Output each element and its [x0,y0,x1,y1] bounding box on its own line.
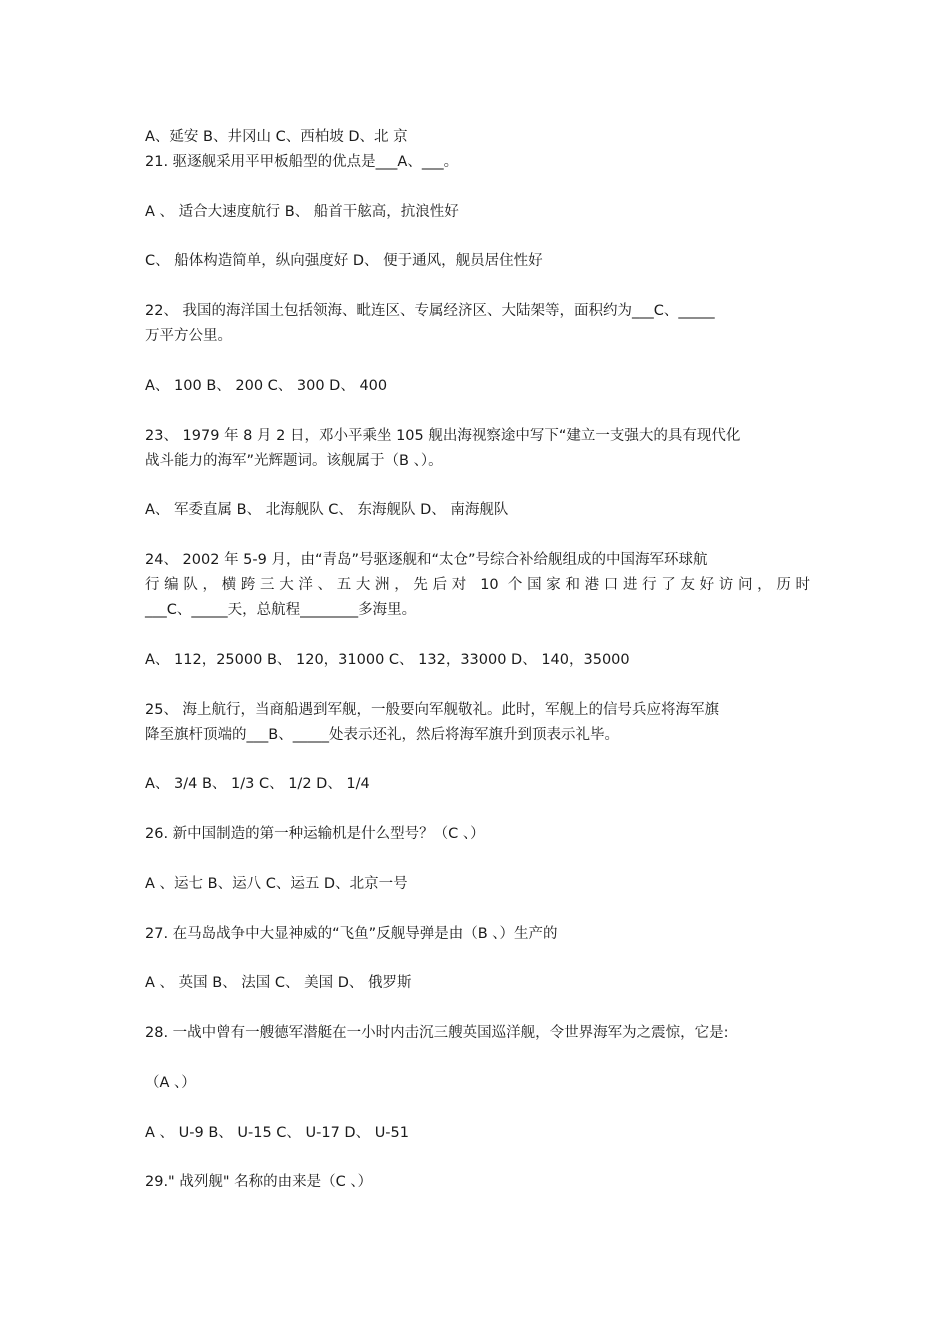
q28-question-line1: 28. 一战中曾有一艘德军潜艇在一小时内击沉三艘英国巡洋舰，令世界海军为之震惊，它是: [145,1025,729,1041]
q28-options: A 、 U-9 B、 U-15 C、 U-17 D、 U-51 [145,1125,409,1141]
q25-question-line2: 降至旗杆顶端的___B、_____处表示还礼，然后将海军旗升到顶表示礼毕。 [145,727,619,743]
q24-options: A、 112，25000 B、 120，31000 C、 132，33000 D、 140，35000 [145,652,630,668]
q22-question-line1: 22、 我国的海洋国土包括领海、毗连区、专属经济区、大陆架等，面积约为___C、_____ [145,303,715,319]
q29-question: 29." 战列舰" 名称的由来是（C 、） [145,1174,373,1190]
q24-question-line3: ___C、_____天，总航程________多海里。 [145,602,417,618]
q23-question-line2: 战斗能力的海军”光辉题词。该舰属于（B 、）。 [145,453,443,469]
q25-options: A、 3/4 B、 1/3 C、 1/2 D、 1/4 [145,776,370,792]
q26-question: 26. 新中国制造的第一种运输机是什么型号？（C 、） [145,826,485,842]
q27-question: 27. 在马岛战争中大显神威的“飞鱼”反舰导弹是由（B 、）生产的 [145,926,558,942]
q22-options: A、 100 B、 200 C、 300 D、 400 [145,378,388,394]
q26-options: A 、运七 B、运八 C、运五 D、北京一号 [145,876,408,892]
q24-question-line1: 24、 2002 年 5-9 月，由“青岛”号驱逐舰和“太仓”号综合补给舰组成的中国海军环球航 [145,552,708,568]
q21-options-ab: A 、 适合大速度航行 B、 船首干舷高，抗浪性好 [145,204,459,220]
q21-question: 21. 驱逐舰采用平甲板船型的优点是___A、___。 [145,154,459,170]
q23-question-line1: 23、 1979 年 8 月 2 日，邓小平乘坐 105 舰出海视察途中写下“建立一支强大的具有现代化 [145,428,741,444]
q25-question-line1: 25、 海上航行，当商船遇到军舰，一般要向军舰敬礼。此时，军舰上的信号兵应将海军旗 [145,702,720,718]
q21-options-cd: C、 船体构造简单，纵向强度好 D、 便于通风，舰员居住性好 [145,253,543,269]
q27-options: A 、 英国 B、 法国 C、 美国 D、 俄罗斯 [145,975,412,991]
q24-question-line2: 行编队，横跨三大洋、五大洲，先后对 10 个国家和港口进行了友好访问，历时 [145,577,810,593]
q23-options: A、 军委直属 B、 北海舰队 C、 东海舰队 D、 南海舰队 [145,502,509,518]
q20-options: A、延安 B、井冈山 C、西柏坡 D、北 京 [145,129,408,145]
q28-question-line2: （A 、） [145,1075,196,1091]
q22-question-line2: 万平方公里。 [145,328,232,344]
